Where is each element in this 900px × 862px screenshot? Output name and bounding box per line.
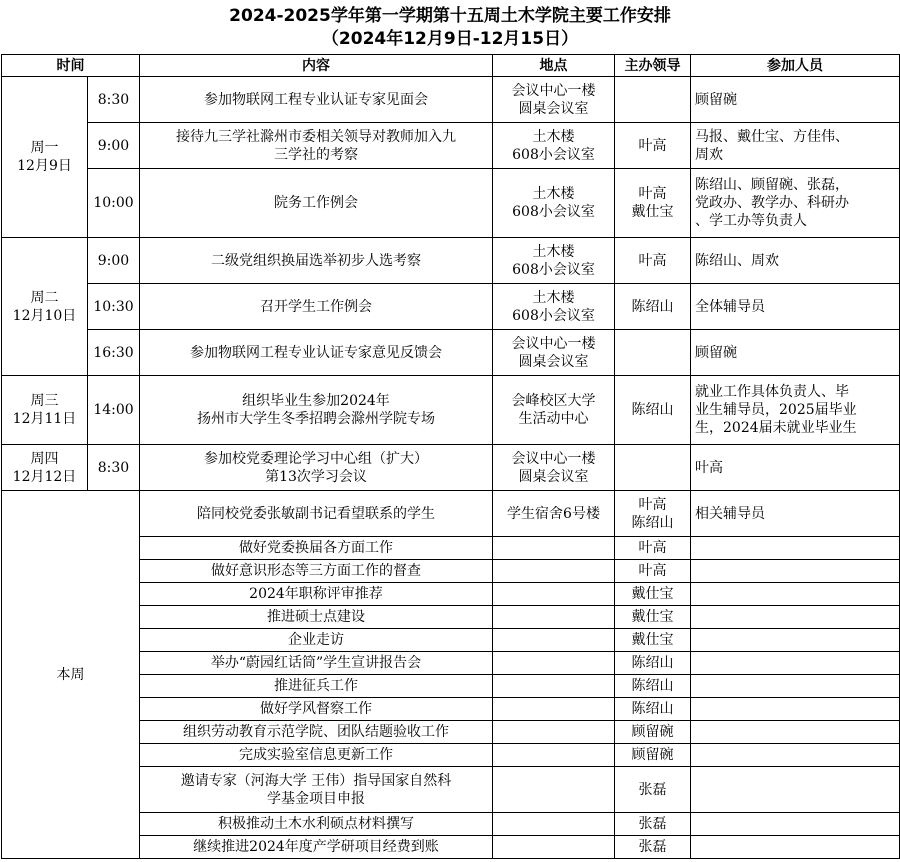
table-row: [2, 77, 900, 123]
people-cell: [691, 721, 900, 744]
people-cell: [691, 560, 900, 583]
place-cell: [493, 560, 615, 583]
header-row: [2, 55, 900, 77]
leader-cell: [615, 330, 691, 376]
leader-cell: 陈绍山: [615, 698, 691, 721]
leader-cell: 顾留碗: [615, 744, 691, 767]
place-cell: 学生宿舍6号楼: [493, 491, 615, 537]
leader-cell: 叶高: [615, 238, 691, 284]
people-cell: [691, 629, 900, 652]
day-cell: 周三 12月11日: [2, 376, 88, 445]
place-cell: [493, 813, 615, 836]
people-cell: [691, 744, 900, 767]
leader-cell: 张磊: [615, 813, 691, 836]
place-cell: [493, 675, 615, 698]
day-cell: 周二 12月10日: [2, 238, 88, 376]
content-cell: 陪同校党委张敏副书记看望联系的学生: [140, 491, 493, 537]
people-cell: 顾留碗: [691, 330, 900, 376]
header-people: 参加人员: [691, 55, 900, 77]
content-cell: 二级党组织换届选举初步人选考察: [140, 238, 493, 284]
header-time: 时间: [2, 55, 140, 77]
content-cell: 继续推进2024年度产学研项目经费到账: [140, 836, 493, 859]
leader-cell: 叶高: [615, 123, 691, 169]
time-cell: 9:00: [88, 123, 140, 169]
people-cell: 就业工作具体负责人、毕 业生辅导员，2025届毕业 生，2024届未就业毕业生: [691, 376, 900, 445]
content-cell: 召开学生工作例会: [140, 284, 493, 330]
people-cell: 全体辅导员: [691, 284, 900, 330]
people-cell: [691, 606, 900, 629]
leader-cell: 陈绍山: [615, 675, 691, 698]
content-cell: 做好意识形态等三方面工作的督查: [140, 560, 493, 583]
leader-cell: 叶高 陈绍山: [615, 491, 691, 537]
content-cell: 做好党委换届各方面工作: [140, 537, 493, 560]
leader-cell: [615, 445, 691, 491]
leader-cell: 陈绍山: [615, 376, 691, 445]
content-cell: 完成实验室信息更新工作: [140, 744, 493, 767]
content-cell: 邀请专家（河海大学 王伟）指导国家自然科 学基金项目申报: [140, 767, 493, 813]
place-cell: [493, 629, 615, 652]
content-cell: 参加校党委理论学习中心组（扩大） 第13次学习会议: [140, 445, 493, 491]
place-cell: [493, 744, 615, 767]
people-cell: [691, 652, 900, 675]
time-cell: 8:30: [88, 445, 140, 491]
place-cell: [493, 836, 615, 859]
header-content: 内容: [140, 55, 493, 77]
people-cell: [691, 698, 900, 721]
people-cell: 陈绍山、顾留碗、张磊， 党政办、教学办、科研办 、学工办等负责人: [691, 169, 900, 238]
leader-cell: 叶高 戴仕宝: [615, 169, 691, 238]
day-cell: 周四 12月12日: [2, 445, 88, 491]
time-cell: 9:00: [88, 238, 140, 284]
table-row: [2, 284, 900, 330]
time-cell: 16:30: [88, 330, 140, 376]
content-cell: 举办“蔚园红话筒”学生宣讲报告会: [140, 652, 493, 675]
content-cell: 推进征兵工作: [140, 675, 493, 698]
header-place: 地点: [493, 55, 615, 77]
place-cell: [493, 606, 615, 629]
page-subtitle: （2024年12月9日-12月15日）: [321, 29, 579, 49]
table-row: [2, 123, 900, 169]
leader-cell: 顾留碗: [615, 721, 691, 744]
place-cell: 会议中心一楼 圆桌会议室: [493, 445, 615, 491]
place-cell: 会峰校区大学 生活动中心: [493, 376, 615, 445]
place-cell: [493, 721, 615, 744]
place-cell: 土木楼 608小会议室: [493, 238, 615, 284]
content-cell: 院务工作例会: [140, 169, 493, 238]
leader-cell: 张磊: [615, 767, 691, 813]
leader-cell: 陈绍山: [615, 652, 691, 675]
content-cell: 参加物联网工程专业认证专家意见反馈会: [140, 330, 493, 376]
people-cell: [691, 836, 900, 859]
content-cell: 组织毕业生参加2024年 扬州市大学生冬季招聘会滁州学院专场: [140, 376, 493, 445]
place-cell: [493, 698, 615, 721]
people-cell: 相关辅导员: [691, 491, 900, 537]
content-cell: 组织劳动教育示范学院、团队结题验收工作: [140, 721, 493, 744]
header-leader: 主办领导: [615, 55, 691, 77]
place-cell: [493, 652, 615, 675]
people-cell: [691, 537, 900, 560]
people-cell: 顾留碗: [691, 77, 900, 123]
place-cell: [493, 537, 615, 560]
people-cell: [691, 583, 900, 606]
content-cell: 企业走访: [140, 629, 493, 652]
leader-cell: 陈绍山: [615, 284, 691, 330]
content-cell: 接待九三学社滁州市委相关领导对教师加入九 三学社的考察: [140, 123, 493, 169]
place-cell: 土木楼 608小会议室: [493, 169, 615, 238]
time-cell: 14:00: [88, 376, 140, 445]
place-cell: 会议中心一楼 圆桌会议室: [493, 330, 615, 376]
content-cell: 积极推动土木水利硕点材料撰写: [140, 813, 493, 836]
people-cell: [691, 767, 900, 813]
leader-cell: 叶高: [615, 537, 691, 560]
people-cell: [691, 813, 900, 836]
schedule-table: [1, 54, 900, 859]
leader-cell: 戴仕宝: [615, 629, 691, 652]
table-row: [2, 169, 900, 238]
table-row: [2, 376, 900, 445]
leader-cell: 张磊: [615, 836, 691, 859]
time-cell: 8:30: [88, 77, 140, 123]
content-cell: 2024年职称评审推荐: [140, 583, 493, 606]
table-row: [2, 330, 900, 376]
page-title: 2024-2025学年第一学期第十五周土木学院主要工作安排: [229, 6, 671, 26]
people-cell: [691, 675, 900, 698]
place-cell: [493, 767, 615, 813]
table-row: [2, 445, 900, 491]
leader-cell: [615, 77, 691, 123]
content-cell: 参加物联网工程专业认证专家见面会: [140, 77, 493, 123]
leader-cell: 叶高: [615, 560, 691, 583]
people-cell: 马报、戴仕宝、方佳伟、 周欢: [691, 123, 900, 169]
place-cell: [493, 583, 615, 606]
leader-cell: 戴仕宝: [615, 583, 691, 606]
week-label-cell: 本周: [2, 491, 140, 859]
time-cell: 10:00: [88, 169, 140, 238]
table-row: [2, 238, 900, 284]
leader-cell: 戴仕宝: [615, 606, 691, 629]
table-row: [2, 491, 900, 537]
content-cell: 做好学风督察工作: [140, 698, 493, 721]
people-cell: 叶高: [691, 445, 900, 491]
day-cell: 周一 12月9日: [2, 77, 88, 238]
place-cell: 会议中心一楼 圆桌会议室: [493, 77, 615, 123]
time-cell: 10:30: [88, 284, 140, 330]
place-cell: 土木楼 608小会议室: [493, 123, 615, 169]
people-cell: 陈绍山、周欢: [691, 238, 900, 284]
place-cell: 土木楼 608小会议室: [493, 284, 615, 330]
content-cell: 推进硕士点建设: [140, 606, 493, 629]
